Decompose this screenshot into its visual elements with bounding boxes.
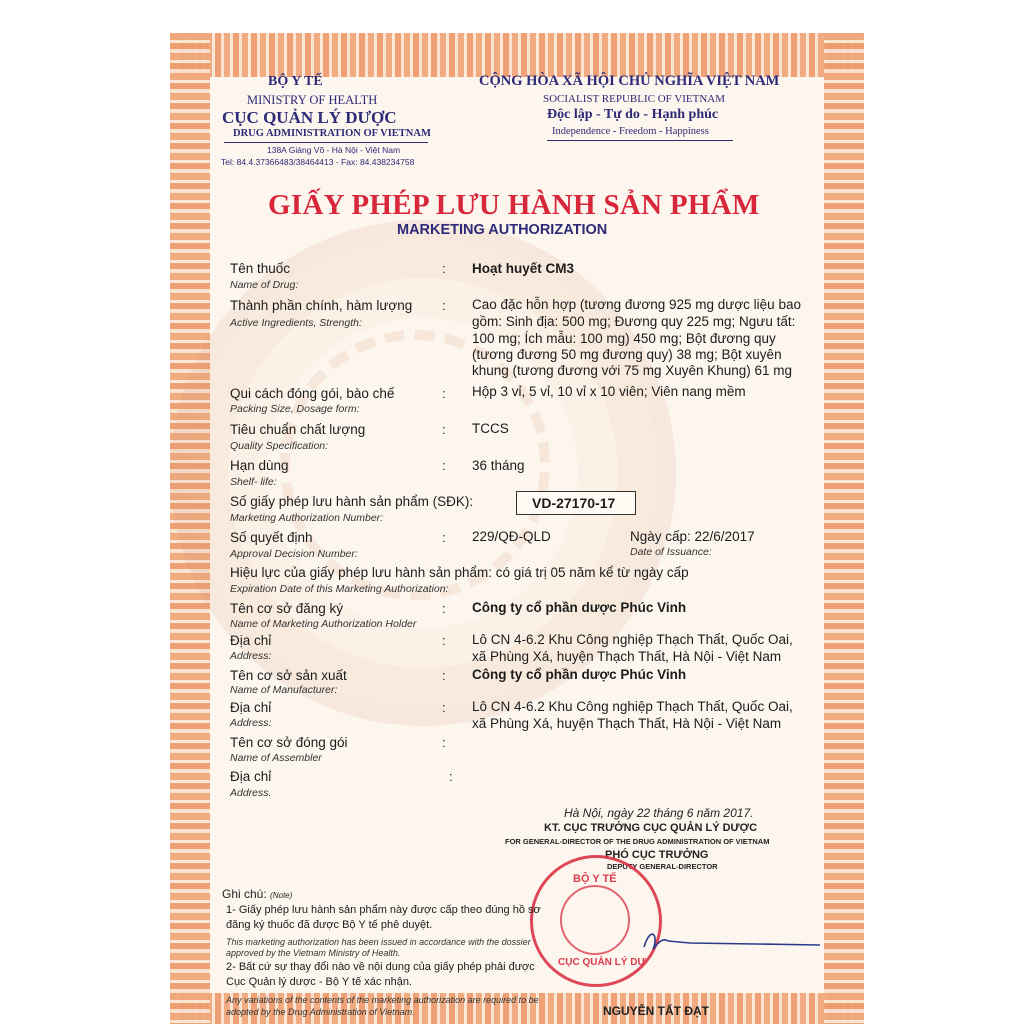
shelf-life-label-en: Shelf- life: [230, 476, 277, 488]
shelf-life-label: Hạn dùng [230, 458, 289, 473]
official-seal-emblem [560, 885, 630, 955]
colon: : [442, 633, 446, 648]
manufacturer-address-label-en: Address: [230, 717, 272, 729]
signer-name: NGUYỄN TẤT ĐẠT [603, 1004, 709, 1018]
ministry-vi: BỘ Y TẾ [268, 74, 323, 89]
manufacturer-address-line: Lô CN 4-6.2 Khu Công nghiệp Thạch Thất, Quốc Oai, [472, 699, 793, 714]
deputy-title-vi: PHÓ CỤC TRƯỞNG [605, 849, 709, 861]
ministry-en: MINISTRY OF HEALTH [247, 93, 378, 107]
note-2-line: Cục Quản lý dược - Bộ Y tế xác nhận. [226, 976, 412, 988]
quality-label: Tiêu chuẩn chất lượng [230, 422, 366, 437]
drug-name-value: Hoạt huyết CM3 [472, 261, 575, 276]
holder-value: Công ty cổ phần dược Phúc Vinh [472, 600, 687, 615]
colon: : [442, 386, 446, 401]
holder-label-en: Name of Marketing Authorization Holder [230, 618, 417, 630]
colon: : [442, 530, 446, 545]
decision-label-en: Approval Decision Number: [230, 548, 358, 560]
seal-bottom-text: CỤC QUẢN LÝ DƯ [558, 957, 646, 968]
ingredients-line: 100 mg; Ích mẫu: 100 mg) 450 mg; Bột đương quy [472, 331, 776, 346]
colon: : [442, 735, 446, 750]
manufacturer-label-en: Name of Manufacturer: [230, 684, 338, 696]
holder-address-label: Địa chỉ [230, 633, 272, 648]
note-1-line: đăng ký thuốc đã được Bộ Y tế phê duyệt. [226, 919, 433, 931]
ma-number-label-en: Marketing Authorization Number: [230, 512, 384, 524]
decision-label: Số quyết định [230, 530, 313, 545]
header-divider-right [547, 140, 733, 141]
motto-en: Independence - Freedom - Happiness [552, 126, 709, 137]
issue-date-en: Date of Issuance: [630, 546, 712, 558]
republic-vi: CỘNG HÒA XÃ HỘI CHỦ NGHĨA VIỆT NAM [479, 73, 780, 89]
ma-number-value: VD-27170-17 [532, 495, 616, 511]
colon: : [442, 668, 446, 683]
holder-label: Tên cơ sở đăng ký [230, 601, 344, 616]
note-2-en: Any variations of the contents of the marketing authorization are required to be [226, 995, 539, 1005]
drug-name-label-en: Name of Drug: [230, 279, 299, 291]
holder-address-label-en: Address: [230, 650, 272, 662]
assembler-label-en: Name of Assembler [230, 752, 322, 764]
holder-address-line: Lô CN 4-6.2 Khu Công nghiệp Thạch Thất, Quốc Oai, [472, 632, 793, 647]
note-2-en: adopted by the Drug Administration of Vietnam. [226, 1007, 415, 1017]
decision-value: 229/QĐ-QLD [472, 529, 551, 544]
validity-label: Hiệu lực của giấy phép lưu hành sản phẩm: có giá trị 05 năm kể từ ngày cấp [230, 565, 689, 580]
colon: : [442, 261, 446, 276]
handwritten-signature [630, 925, 830, 955]
ingredients-line: khung (tương đương với 75 mg Xuyên Khung) 61 mg [472, 363, 793, 378]
dept-phone: Tel: 84.4.37366483/38464413 - Fax: 84.438234758 [221, 157, 415, 167]
assembler-address-label: Địa chỉ [230, 769, 272, 784]
colon: : [449, 769, 453, 784]
republic-en: SOCIALIST REPUBLIC OF VIETNAM [543, 93, 726, 105]
packing-value: Hộp 3 vỉ, 5 vỉ, 10 vỉ x 10 viên; Viên nang mềm [472, 384, 746, 399]
ingredients-line: (tương đương 50 mg đương quy) 38 mg; Bột xuyên [472, 347, 782, 362]
validity-label-en: Expiration Date of this Marketing Authorization: [230, 583, 449, 595]
deputy-title-en: DEPUTY GENERAL-DIRECTOR [607, 862, 718, 871]
seal-top-text: BỘ Y TẾ [573, 873, 617, 885]
note-1-en: approved by the Vietnam Ministry of Health. [226, 948, 401, 958]
page-title: GIẤY PHÉP LƯU HÀNH SẢN PHẨM [268, 189, 760, 221]
place-date: Hà Nội, ngày 22 tháng 6 năm 2017. [564, 806, 754, 820]
notes-heading-vi: Ghi chú: [222, 887, 267, 901]
decorative-border-right [824, 33, 864, 1024]
quality-label-en: Quality Specification: [230, 440, 329, 452]
notes-heading [222, 887, 292, 901]
decorative-border-top [170, 33, 864, 77]
issue-date: Ngày cấp: 22/6/2017 [630, 529, 755, 544]
dept-en: DRUG ADMINISTRATION OF VIETNAM [233, 128, 431, 139]
motto-vi: Độc lập - Tự do - Hạnh phúc [547, 107, 719, 122]
manufacturer-address-label: Địa chỉ [230, 700, 272, 715]
colon: : [442, 298, 446, 313]
header-divider-left [224, 142, 428, 143]
colon: : [442, 700, 446, 715]
quality-value: TCCS [472, 421, 509, 436]
colon: : [442, 422, 446, 437]
shelf-life-value: 36 tháng [472, 458, 525, 473]
ingredients-label-en: Active Ingredients, Strength: [230, 317, 362, 329]
assembler-label: Tên cơ sở đóng gói [230, 735, 348, 750]
note-2-line: 2- Bất cứ sự thay đổi nào về nội dung của giấy phép phải được [226, 961, 535, 973]
ingredients-label: Thành phần chính, hàm lượng [230, 298, 413, 313]
assembler-address-label-en: Address. [230, 787, 272, 799]
ma-number-label: Số giấy phép lưu hành sản phẩm (SĐK): [230, 494, 474, 509]
note-1-en: This marketing authorization has been issued in accordance with the dossier [226, 937, 531, 947]
signer-title-en: FOR GENERAL-DIRECTOR OF THE DRUG ADMINISTRATION OF VIETNAM [505, 837, 770, 846]
packing-label-en: Packing Size, Dosage form: [230, 403, 360, 415]
packing-label: Qui cách đóng gói, bào chế [230, 386, 395, 401]
drug-name-label: Tên thuốc [230, 261, 291, 276]
page-subtitle: MARKETING AUTHORIZATION [397, 222, 608, 238]
holder-address-line: xã Phùng Xá, huyện Thạch Thất, Hà Nội - Việt Nam [472, 649, 782, 664]
manufacturer-label: Tên cơ sở sản xuất [230, 668, 347, 683]
signer-title-vi: KT. CỤC TRƯỞNG CỤC QUẢN LÝ DƯỢC [544, 822, 758, 834]
dept-vi: CỤC QUẢN LÝ DƯỢC [222, 108, 397, 127]
note-1-line: 1- Giấy phép lưu hành sản phẩm này được cấp theo đúng hồ sơ [226, 904, 541, 916]
manufacturer-address-line: xã Phùng Xá, huyện Thạch Thất, Hà Nội - Việt Nam [472, 716, 782, 731]
ingredients-line: Cao đặc hỗn hợp (tương đương 925 mg dược liệu bao [472, 297, 801, 312]
notes-heading-en: (Note) [270, 891, 293, 900]
manufacturer-value: Công ty cổ phần dược Phúc Vinh [472, 667, 687, 682]
colon: : [442, 458, 446, 473]
colon: : [442, 601, 446, 616]
dept-address: 138A Giảng Võ - Hà Nội - Việt Nam [267, 145, 401, 155]
ingredients-line: gồm: Sinh địa: 500 mg; Đương quy 225 mg; Ngưu tất: [472, 314, 796, 329]
